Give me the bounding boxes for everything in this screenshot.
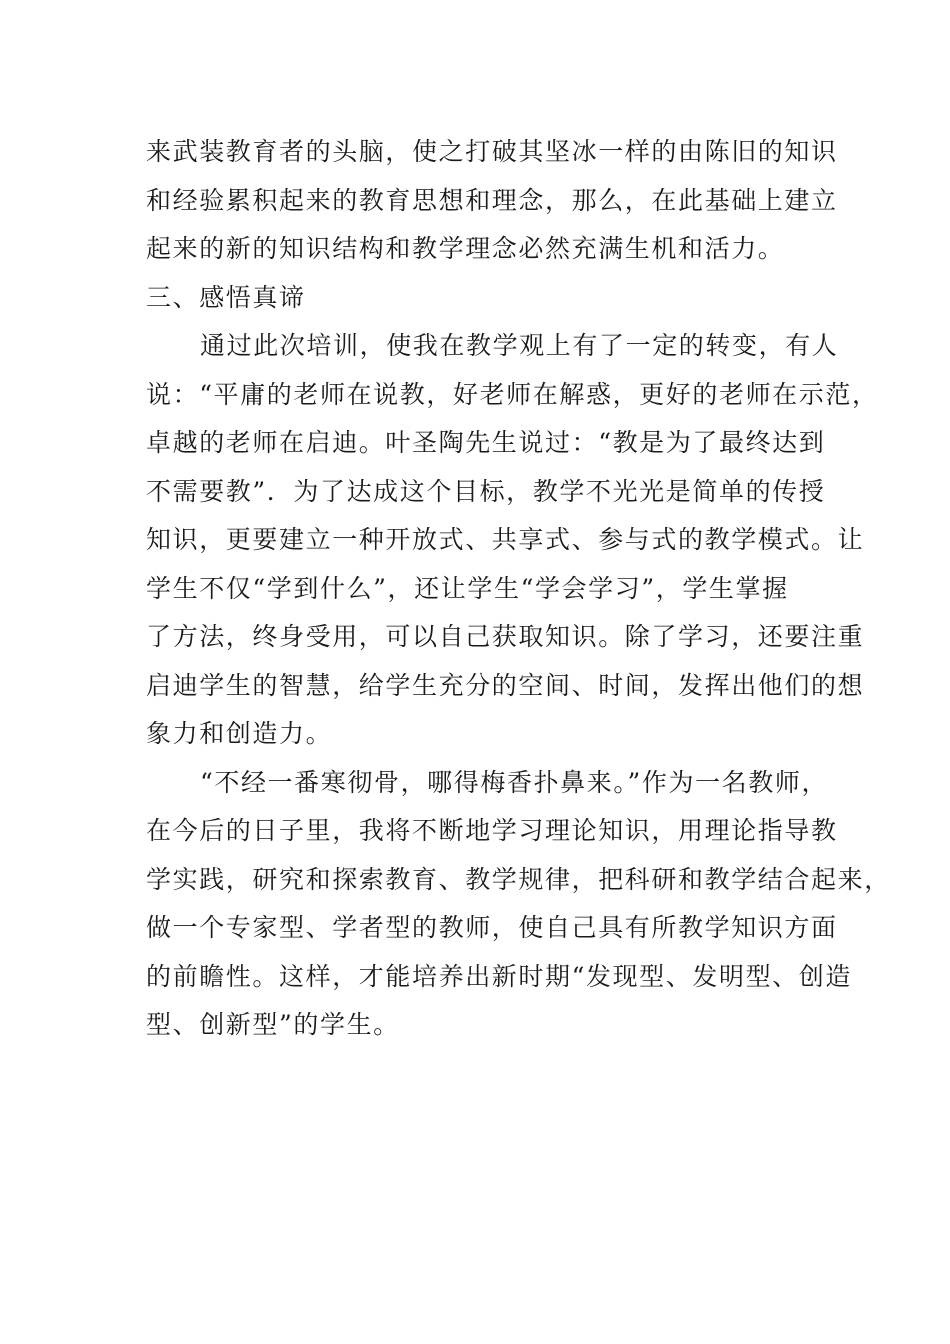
text-line: 和经验累积起来的教育思想和理念，那么，在此基础上建立 [146,185,838,215]
section-heading: 三、感悟真谛 [146,282,306,312]
text-line: 的前瞻性。这样，才能培养出新时期“发现型、发明型、创造 [146,961,852,991]
text-line: 说：“平庸的老师在说教，好老师在解惑，更好的老师在示范， [146,379,879,409]
text-line: 不需要教”．为了达成这个目标，教学不光光是简单的传授 [146,476,826,506]
text-line: 知识，更要建立一种开放式、共享式、参与式的教学模式。让 [146,525,865,554]
text-line: 卓越的老师在启迪。叶圣陶先生说过：“教是为了最终达到 [146,428,826,457]
document-body [146,128,891,1050]
text-line: 型、创新型”的学生。 [146,1010,400,1039]
text-line: 启迪学生的智慧，给学生充分的空间、时间，发挥出他们的想 [146,670,865,700]
text-line: 做一个专家型、学者型的教师，使自己具有所教学知识方面 [146,913,838,942]
text-line: 学实践，研究和探索教育、教学规律，把科研和教学结合起来， [146,864,891,894]
text-line: “不经一番寒彻骨，哪得梅香扑鼻来。”作为一名教师， [200,767,829,797]
text-line: 起来的新的知识结构和教学理念必然充满生机和活力。 [146,234,785,263]
text-line: 象力和创造力。 [146,719,333,748]
text-line: 来武装教育者的头脑，使之打破其坚冰一样的由陈旧的知识 [146,137,838,166]
text-line: 在今后的日子里，我将不断地学习理论知识，用理论指导教 [146,816,838,845]
text-line: 通过此次培训，使我在教学观上有了一定的转变，有人 [200,331,839,360]
text-line: 了方法，终身受用，可以自己获取知识。除了学习，还要注重 [146,622,865,651]
text-line: 学生不仅“学到什么”，还让学生“学会学习”，学生掌握 [146,573,789,603]
